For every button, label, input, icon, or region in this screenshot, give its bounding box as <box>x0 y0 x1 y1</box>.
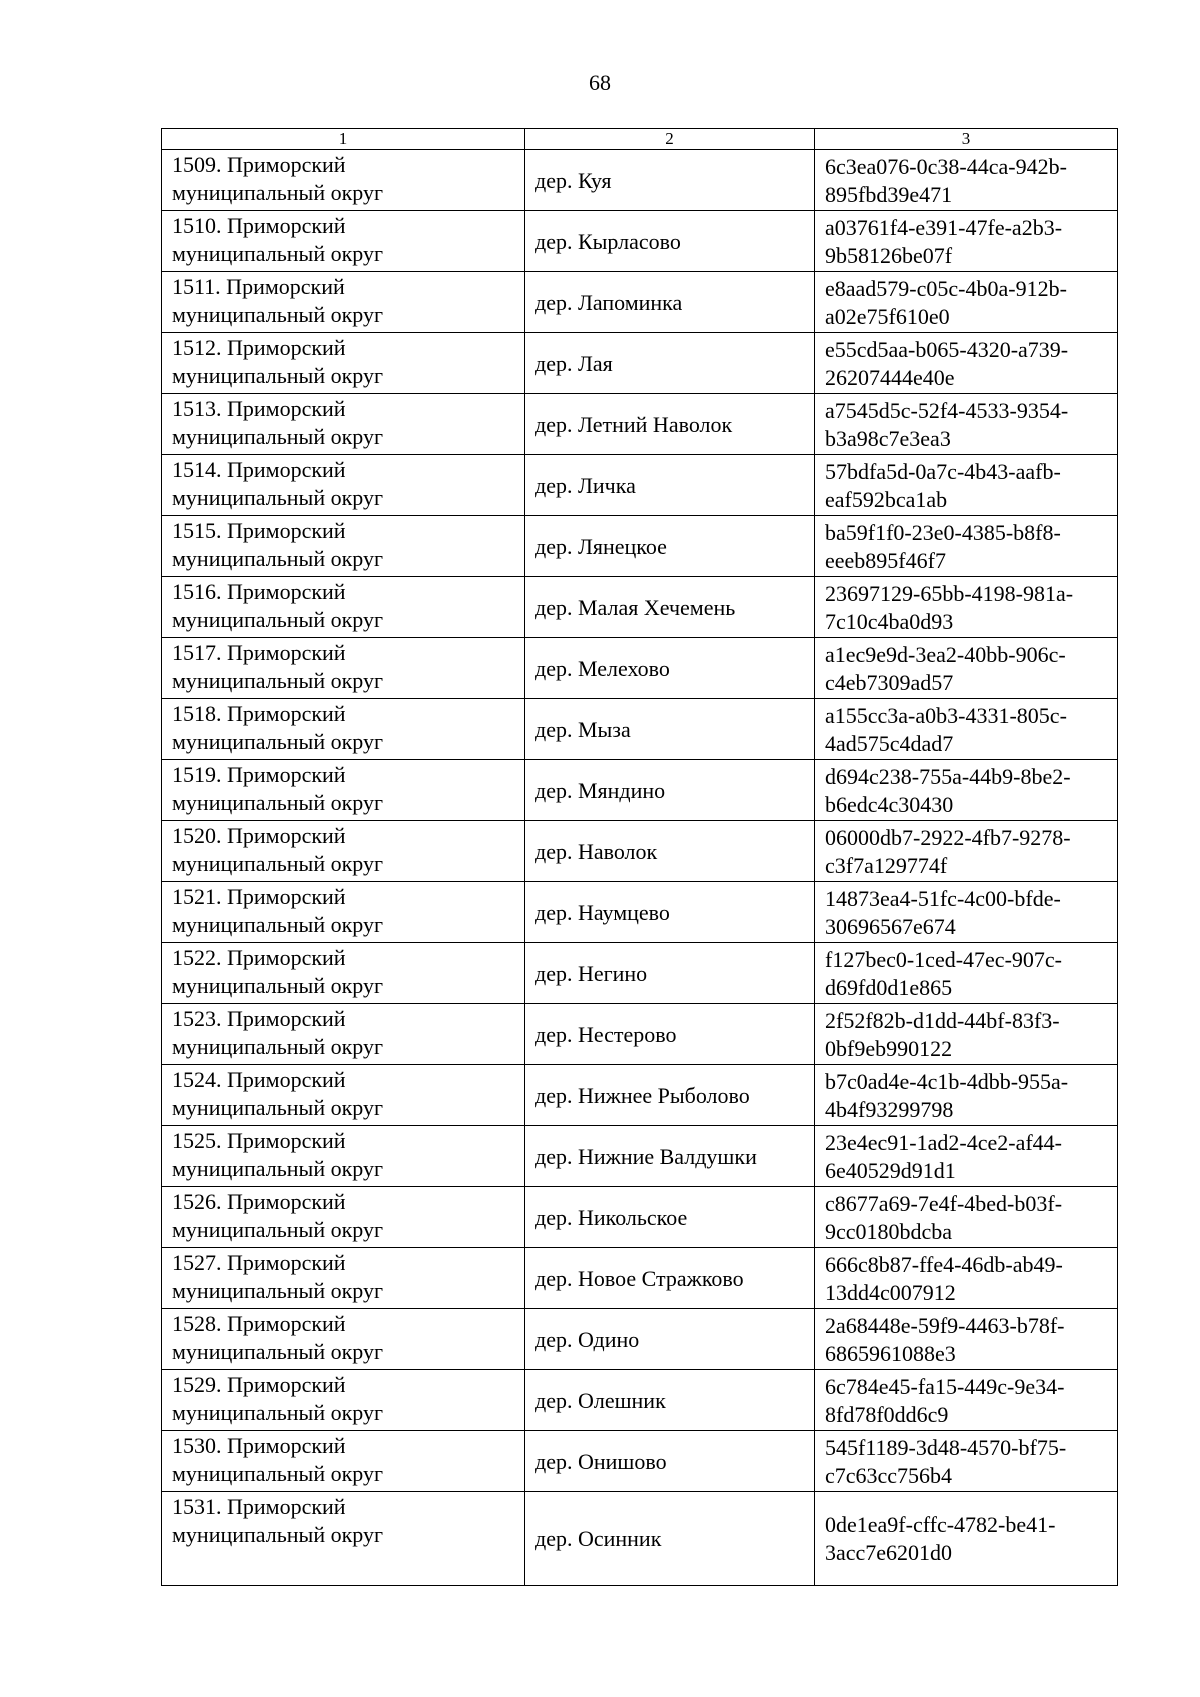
guid-line: eeeb895f46f7 <box>825 547 946 573</box>
guid-line: 0bf9eb990122 <box>825 1035 953 1061</box>
district-cell <box>162 760 525 821</box>
guid-line: 9b58126be07f <box>825 242 953 268</box>
table-row <box>162 211 1118 272</box>
guid-line: 4b4f93299798 <box>825 1096 954 1122</box>
guid-line: c4eb7309ad57 <box>825 669 954 695</box>
settlement-cell: дер. Куя <box>525 150 815 211</box>
district-line: 1523. Приморский <box>172 1006 346 1031</box>
guid-line: a155cc3a-a0b3-4331-805c- <box>825 702 1067 728</box>
district-line: муниципальный округ <box>172 1339 384 1364</box>
table-row <box>162 1187 1118 1248</box>
table-row <box>162 272 1118 333</box>
table-row <box>162 150 1118 211</box>
guid-line: d69fd0d1e865 <box>825 974 953 1000</box>
district-line: муниципальный округ <box>172 1034 384 1059</box>
district-line: муниципальный округ <box>172 1156 384 1181</box>
guid-line: 545f1189-3d48-4570-bf75- <box>825 1434 1067 1460</box>
district-cell <box>162 821 525 882</box>
table-row <box>162 394 1118 455</box>
district-cell <box>162 1309 525 1370</box>
guid-cell <box>815 333 1118 394</box>
district-cell <box>162 577 525 638</box>
guid-line: f127bec0-1ced-47ec-907c- <box>825 946 1062 972</box>
settlement-cell: дер. Лая <box>525 333 815 394</box>
settlement-cell: дер. Олешник <box>525 1370 815 1431</box>
settlement-cell: дер. Лянецкое <box>525 516 815 577</box>
settlement-cell: дер. Кырласово <box>525 211 815 272</box>
guid-cell <box>815 1492 1118 1586</box>
district-cell <box>162 211 525 272</box>
guid-line: 895fbd39e471 <box>825 181 953 207</box>
guid-line: 2a68448e-59f9-4463-b78f- <box>825 1312 1065 1338</box>
district-cell <box>162 394 525 455</box>
district-line: муниципальный округ <box>172 1400 384 1425</box>
guid-line: 30696567e674 <box>825 913 956 939</box>
district-cell <box>162 1492 525 1586</box>
table-row <box>162 455 1118 516</box>
district-line: 1525. Приморский <box>172 1128 346 1153</box>
column-header-1: 1 <box>162 129 525 150</box>
district-line: муниципальный округ <box>172 1217 384 1242</box>
guid-cell <box>815 1126 1118 1187</box>
district-line: муниципальный округ <box>172 729 384 754</box>
district-line: муниципальный округ <box>172 1278 384 1303</box>
district-cell <box>162 699 525 760</box>
guid-cell <box>815 699 1118 760</box>
settlement-cell: дер. Личка <box>525 455 815 516</box>
table-row <box>162 821 1118 882</box>
district-cell <box>162 150 525 211</box>
district-cell <box>162 1248 525 1309</box>
settlement-cell: дер. Никольское <box>525 1187 815 1248</box>
table-row <box>162 1126 1118 1187</box>
guid-line: 13dd4c007912 <box>825 1279 956 1305</box>
table-header-row <box>162 129 1118 150</box>
district-cell <box>162 1431 525 1492</box>
table-row <box>162 333 1118 394</box>
district-line: 1510. Приморский <box>172 213 346 238</box>
guid-line: ba59f1f0-23e0-4385-b8f8- <box>825 519 1061 545</box>
guid-cell <box>815 211 1118 272</box>
district-line: 1531. Приморский <box>172 1494 346 1519</box>
guid-cell <box>815 1065 1118 1126</box>
guid-line: a02e75f610e0 <box>825 303 950 329</box>
guid-line: 6e40529d91d1 <box>825 1157 956 1183</box>
settlement-cell: дер. Нижнее Рыболово <box>525 1065 815 1126</box>
guid-line: 3acc7e6201d0 <box>825 1540 953 1565</box>
guid-cell <box>815 577 1118 638</box>
guid-cell <box>815 638 1118 699</box>
table-row <box>162 760 1118 821</box>
district-line: 1513. Приморский <box>172 396 346 421</box>
district-line: 1512. Приморский <box>172 335 346 360</box>
guid-line: 26207444e40e <box>825 364 955 390</box>
guid-cell <box>815 943 1118 1004</box>
settlement-cell: дер. Новое Стражково <box>525 1248 815 1309</box>
guid-line: 6c784e45-fa15-449c-9e34- <box>825 1373 1065 1399</box>
district-cell <box>162 516 525 577</box>
guid-cell <box>815 760 1118 821</box>
district-line: муниципальный округ <box>172 1461 384 1486</box>
guid-line: b7c0ad4e-4c1b-4dbb-955a- <box>825 1068 1069 1094</box>
district-cell <box>162 333 525 394</box>
district-line: муниципальный округ <box>172 912 384 937</box>
guid-line: 2f52f82b-d1dd-44bf-83f3- <box>825 1007 1060 1033</box>
guid-line: 8fd78f0dd6c9 <box>825 1401 949 1427</box>
settlement-cell: дер. Лапоминка <box>525 272 815 333</box>
table-row <box>162 577 1118 638</box>
guid-line: 7c10c4ba0d93 <box>825 608 954 634</box>
table-row <box>162 638 1118 699</box>
district-line: муниципальный округ <box>172 668 384 693</box>
guid-line: 57bdfa5d-0a7c-4b43-aafb- <box>825 458 1061 484</box>
district-cell <box>162 1126 525 1187</box>
district-line: муниципальный округ <box>172 607 384 632</box>
guid-line: 14873ea4-51fc-4c00-bfde- <box>825 885 1061 911</box>
table-row <box>162 1492 1118 1586</box>
district-cell <box>162 943 525 1004</box>
settlements-table <box>161 128 1118 1586</box>
settlement-cell: дер. Наволок <box>525 821 815 882</box>
district-line: муниципальный округ <box>172 546 384 571</box>
district-cell <box>162 1187 525 1248</box>
district-line: 1516. Приморский <box>172 579 346 604</box>
guid-line: c8677a69-7e4f-4bed-b03f- <box>825 1190 1063 1216</box>
district-line: 1526. Приморский <box>172 1189 346 1214</box>
district-line: 1514. Приморский <box>172 457 346 482</box>
district-line: муниципальный округ <box>172 1095 384 1120</box>
settlement-cell: дер. Малая Хечемень <box>525 577 815 638</box>
guid-line: 0de1ea9f-cffc-4782-be41- <box>825 1512 1056 1537</box>
district-line: муниципальный округ <box>172 1522 384 1547</box>
table-row <box>162 1065 1118 1126</box>
guid-line: e8aad579-c05c-4b0a-912b- <box>825 275 1067 301</box>
settlement-cell: дер. Осинник <box>525 1492 815 1586</box>
guid-line: 23697129-65bb-4198-981a- <box>825 580 1074 606</box>
guid-cell <box>815 1248 1118 1309</box>
guid-line: e55cd5aa-b065-4320-a739- <box>825 336 1069 362</box>
district-line: 1515. Приморский <box>172 518 346 543</box>
settlement-cell: дер. Летний Наволок <box>525 394 815 455</box>
settlement-cell: дер. Мелехово <box>525 638 815 699</box>
district-cell <box>162 1370 525 1431</box>
guid-cell <box>815 1187 1118 1248</box>
guid-cell <box>815 394 1118 455</box>
district-line: 1524. Приморский <box>172 1067 346 1092</box>
guid-line: 4ad575c4dad7 <box>825 730 954 756</box>
guid-line: 9cc0180bdcba <box>825 1218 953 1244</box>
table-row <box>162 882 1118 943</box>
table-row <box>162 1431 1118 1492</box>
table-row <box>162 699 1118 760</box>
district-line: 1519. Приморский <box>172 762 346 787</box>
guid-line: d694c238-755a-44b9-8be2- <box>825 763 1071 789</box>
settlement-cell: дер. Нижние Валдушки <box>525 1126 815 1187</box>
district-line: муниципальный округ <box>172 302 384 327</box>
guid-line: eaf592bca1ab <box>825 486 948 512</box>
table-row <box>162 1004 1118 1065</box>
column-header-2: 2 <box>525 129 815 150</box>
district-line: муниципальный округ <box>172 851 384 876</box>
settlement-cell: дер. Одино <box>525 1309 815 1370</box>
guid-cell <box>815 1370 1118 1431</box>
district-line: муниципальный округ <box>172 973 384 998</box>
district-cell <box>162 882 525 943</box>
district-line: муниципальный округ <box>172 485 384 510</box>
district-line: 1528. Приморский <box>172 1311 346 1336</box>
guid-cell <box>815 882 1118 943</box>
district-line: 1522. Приморский <box>172 945 346 970</box>
settlement-cell: дер. Наумцево <box>525 882 815 943</box>
district-line: муниципальный округ <box>172 363 384 388</box>
guid-cell <box>815 150 1118 211</box>
guid-cell <box>815 1309 1118 1370</box>
settlement-cell: дер. Мяндино <box>525 760 815 821</box>
guid-cell <box>815 455 1118 516</box>
district-line: 1509. Приморский <box>172 152 346 177</box>
table-row <box>162 1248 1118 1309</box>
settlement-cell: дер. Нестерово <box>525 1004 815 1065</box>
district-cell <box>162 638 525 699</box>
district-line: 1521. Приморский <box>172 884 346 909</box>
guid-cell <box>815 1004 1118 1065</box>
guid-line: c3f7a129774f <box>825 852 948 878</box>
column-header-3: 3 <box>815 129 1118 150</box>
district-line: муниципальный округ <box>172 241 384 266</box>
guid-line: 6865961088e3 <box>825 1340 956 1366</box>
guid-line: a03761f4-e391-47fe-a2b3- <box>825 214 1063 240</box>
guid-cell <box>815 272 1118 333</box>
district-line: 1518. Приморский <box>172 701 346 726</box>
district-line: 1529. Приморский <box>172 1372 346 1397</box>
district-cell <box>162 1004 525 1065</box>
page-number: 68 <box>589 70 611 95</box>
district-line: 1530. Приморский <box>172 1433 346 1458</box>
guid-line: c7c63cc756b4 <box>825 1462 953 1488</box>
district-cell <box>162 1065 525 1126</box>
guid-line: a1ec9e9d-3ea2-40bb-906c- <box>825 641 1066 667</box>
table-row <box>162 1309 1118 1370</box>
guid-line: 666c8b87-ffe4-46db-ab49- <box>825 1251 1063 1277</box>
table-row <box>162 516 1118 577</box>
settlement-cell: дер. Мыза <box>525 699 815 760</box>
guid-line: b6edc4c30430 <box>825 791 954 817</box>
district-cell <box>162 272 525 333</box>
table-body <box>162 150 1118 1586</box>
guid-line: 23e4ec91-1ad2-4ce2-af44- <box>825 1129 1062 1155</box>
district-line: муниципальный округ <box>172 180 384 205</box>
settlement-cell: дер. Онишово <box>525 1431 815 1492</box>
district-line: 1520. Приморский <box>172 823 346 848</box>
district-line: 1517. Приморский <box>172 640 346 665</box>
district-line: муниципальный округ <box>172 424 384 449</box>
guid-cell <box>815 1431 1118 1492</box>
district-line: 1527. Приморский <box>172 1250 346 1275</box>
district-cell <box>162 455 525 516</box>
district-line: 1511. Приморский <box>172 274 345 299</box>
guid-line: a7545d5c-52f4-4533-9354- <box>825 397 1069 423</box>
district-line: муниципальный округ <box>172 790 384 815</box>
table-row <box>162 943 1118 1004</box>
table-row <box>162 1370 1118 1431</box>
guid-cell <box>815 516 1118 577</box>
guid-line: 06000db7-2922-4fb7-9278- <box>825 824 1071 850</box>
guid-line: 6c3ea076-0c38-44ca-942b- <box>825 153 1067 179</box>
settlement-cell: дер. Негино <box>525 943 815 1004</box>
guid-cell <box>815 821 1118 882</box>
guid-line: b3a98c7e3ea3 <box>825 425 951 451</box>
